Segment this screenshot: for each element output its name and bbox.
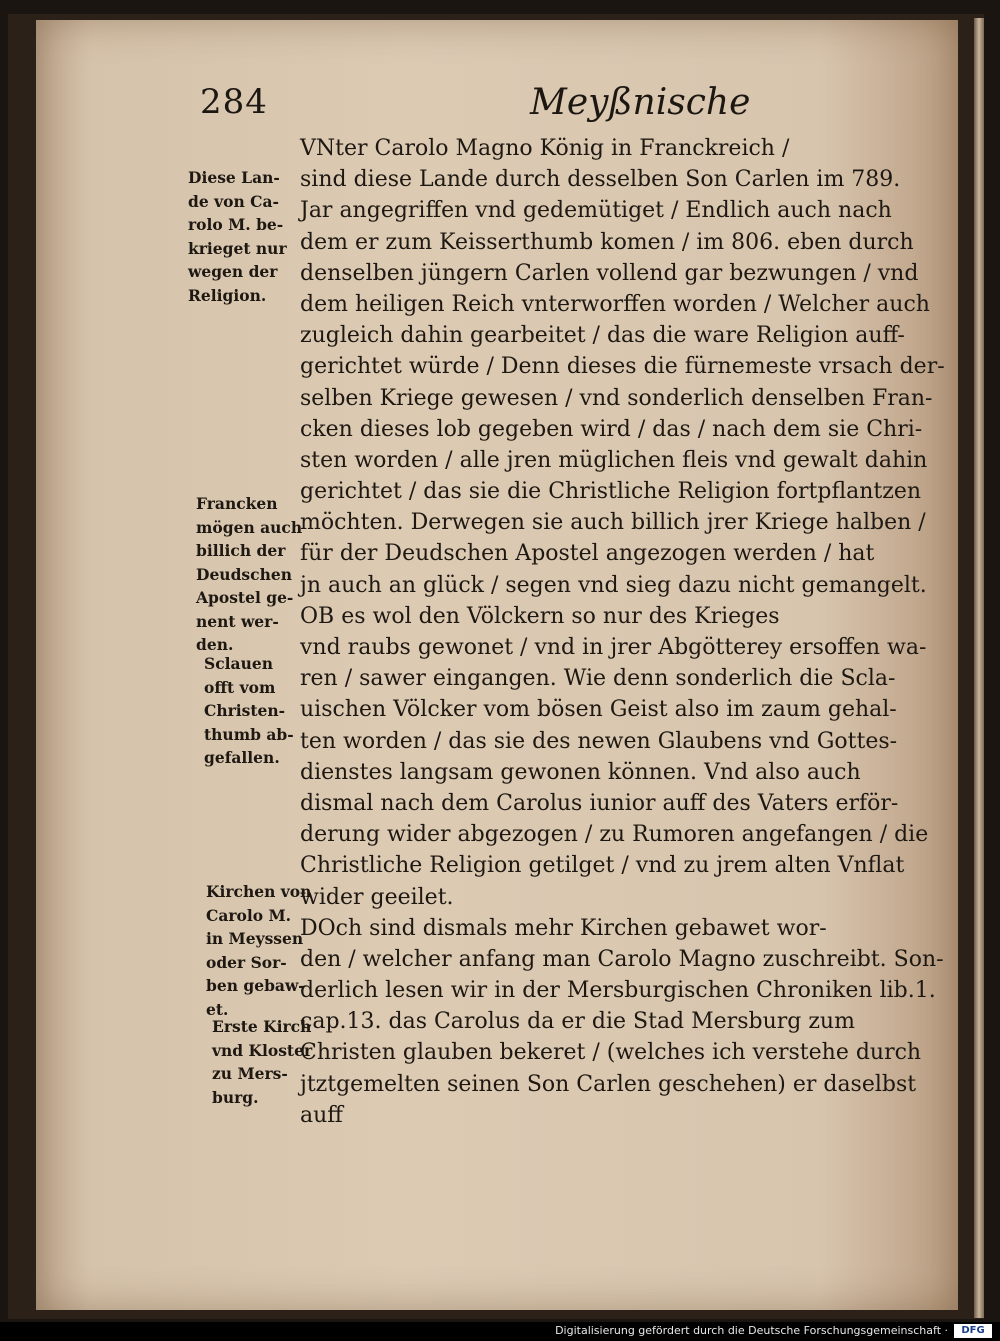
text-line: möchten. Derwegen sie auch billich jrer Kriege halben /	[300, 510, 926, 536]
margin-note-line: Erste Kirch	[212, 1017, 312, 1036]
running-head: Meyßnische	[530, 82, 751, 123]
text-line: Jar angegriffen vnd gedemütiget / Endlich auch nach	[300, 198, 892, 224]
margin-note-line: den.	[196, 635, 234, 654]
text-line: dem heiligen Reich vnterworffen worden / Welcher auch	[300, 291, 930, 317]
margin-note-line: de von Ca-	[188, 191, 279, 211]
margin-note	[206, 880, 336, 1021]
margin-note-line: Kirchen von	[206, 882, 312, 901]
text-line: sind diese Lande durch desselben Son Carlen im 789.	[300, 167, 901, 193]
text-line: ten worden / das sie des newen Glaubens vnd Gottes-	[300, 728, 898, 754]
text-line: gerichtet / das sie die Christliche Religion fortpflantzen	[300, 479, 922, 505]
text-line: gerichtet würde / Denn dieses die fürnemeste vrsach der-	[300, 354, 945, 380]
text-line: für der Deudschen Apostel angezogen werden / hat	[300, 541, 875, 567]
text-line: den / welcher anfang man Carolo Magno zuschreibt. Son-	[300, 946, 944, 972]
margin-note-line: Francken	[196, 494, 278, 513]
margin-note-line: Diese Lan-	[188, 168, 280, 187]
margin-note-line: thumb ab-	[204, 724, 294, 744]
margin-note-line: mögen auch	[196, 517, 303, 537]
margin-note	[212, 1015, 342, 1109]
margin-note	[196, 492, 326, 657]
text-line: auff	[300, 1102, 343, 1128]
text-line: cap.13. das Carolus da er die Stad Mersburg zum	[300, 1009, 855, 1035]
margin-note-line: gefallen.	[204, 748, 280, 767]
margin-note-line: Religion.	[188, 285, 267, 305]
text-line: vnd raubs gewonet / vnd in jrer Abgötterey ersoffen wa-	[300, 635, 927, 660]
text-line: jtztgemelten seinen Son Carlen geschehen) er daselbst	[300, 1071, 917, 1097]
dfg-logo: DFG	[954, 1324, 992, 1338]
text-line: Christen glauben bekeret / (welches ich verstehe durch	[300, 1040, 922, 1066]
margin-note-line: et.	[206, 999, 229, 1019]
margin-note-line: nent wer-	[196, 611, 279, 631]
text-line: Christliche Religion getilget / vnd zu jrem alten Vnflat	[300, 853, 905, 879]
margin-note	[188, 166, 318, 307]
text-line: selben Kriege gewesen / vnd sonderlich denselben Fran-	[300, 385, 933, 411]
text-line: cken dieses lob gegeben wird / das / nach dem sie Chri-	[300, 416, 923, 442]
margin-note-line: rolo M. be-	[188, 215, 284, 234]
margin-note-line: offt vom	[204, 677, 276, 697]
text-line: derung wider abgezogen / zu Rumoren angefangen / die	[300, 822, 929, 848]
text-line: sten worden / alle jren müglichen fleis vnd gewalt dahin	[300, 447, 928, 473]
text-line: VNter Carolo Magno König in Franckreich /	[300, 136, 790, 161]
text-line: dienstes langsam gewonen können. Vnd also auch	[300, 759, 861, 785]
margin-note	[204, 652, 334, 770]
text-line: derlich lesen wir in der Mersburgischen Chroniken lib.1.	[300, 978, 936, 1004]
margin-note-line: zu Mers-	[212, 1064, 288, 1083]
margin-note-line: Carolo M.	[206, 905, 292, 925]
text-line: denselben jüngern Carlen vollend gar bezwungen / vnd	[300, 260, 919, 286]
margin-note-line: vnd Kloster	[212, 1040, 313, 1060]
body-text	[300, 133, 945, 1131]
text-line: dem er zum Keisserthumb komen / im 806. eben durch	[300, 229, 914, 255]
text-line: ren / sawer eingangen. Wie denn sonderlich die Scla-	[300, 666, 896, 692]
text-line: zugleich dahin gearbeitet / das die ware Religion auff-	[300, 323, 905, 349]
text-line: DOch sind dismals mehr Kirchen gebawet wor-	[300, 915, 827, 941]
footer-credit: Digitalisierung gefördert durch die Deutsche Forschungsgemeinschaft ·	[555, 1324, 948, 1337]
text-line: OB es wol den Völckern so nur des Krieges	[300, 603, 780, 629]
page-edge	[974, 18, 984, 1318]
margin-note-line: Christen-	[204, 701, 286, 720]
text-line: wider geeilet.	[300, 884, 454, 910]
margin-note-line: wegen der	[188, 262, 278, 281]
text-line: dismal nach dem Carolus iunior auff des Vaters erför-	[300, 790, 899, 816]
margin-note-line: billich der	[196, 541, 286, 560]
margin-note-line: krieget nur	[188, 238, 287, 258]
margin-note-line: Sclauen	[204, 654, 273, 673]
margin-note-line: oder Sor-	[206, 952, 287, 972]
margin-note-line: Apostel ge-	[196, 588, 294, 607]
margin-note-line: ben gebaw-	[206, 976, 305, 995]
page-number: 284	[200, 82, 268, 122]
text-line: uischen Völcker vom bösen Geist also im zaum gehal-	[300, 697, 897, 723]
margin-note-line: in Meyssen	[206, 929, 304, 948]
margin-note-line: Deudschen	[196, 564, 292, 584]
margin-note-line: burg.	[212, 1087, 259, 1107]
text-line: jn auch an glück / segen vnd sieg dazu nicht gemangelt.	[300, 572, 927, 598]
